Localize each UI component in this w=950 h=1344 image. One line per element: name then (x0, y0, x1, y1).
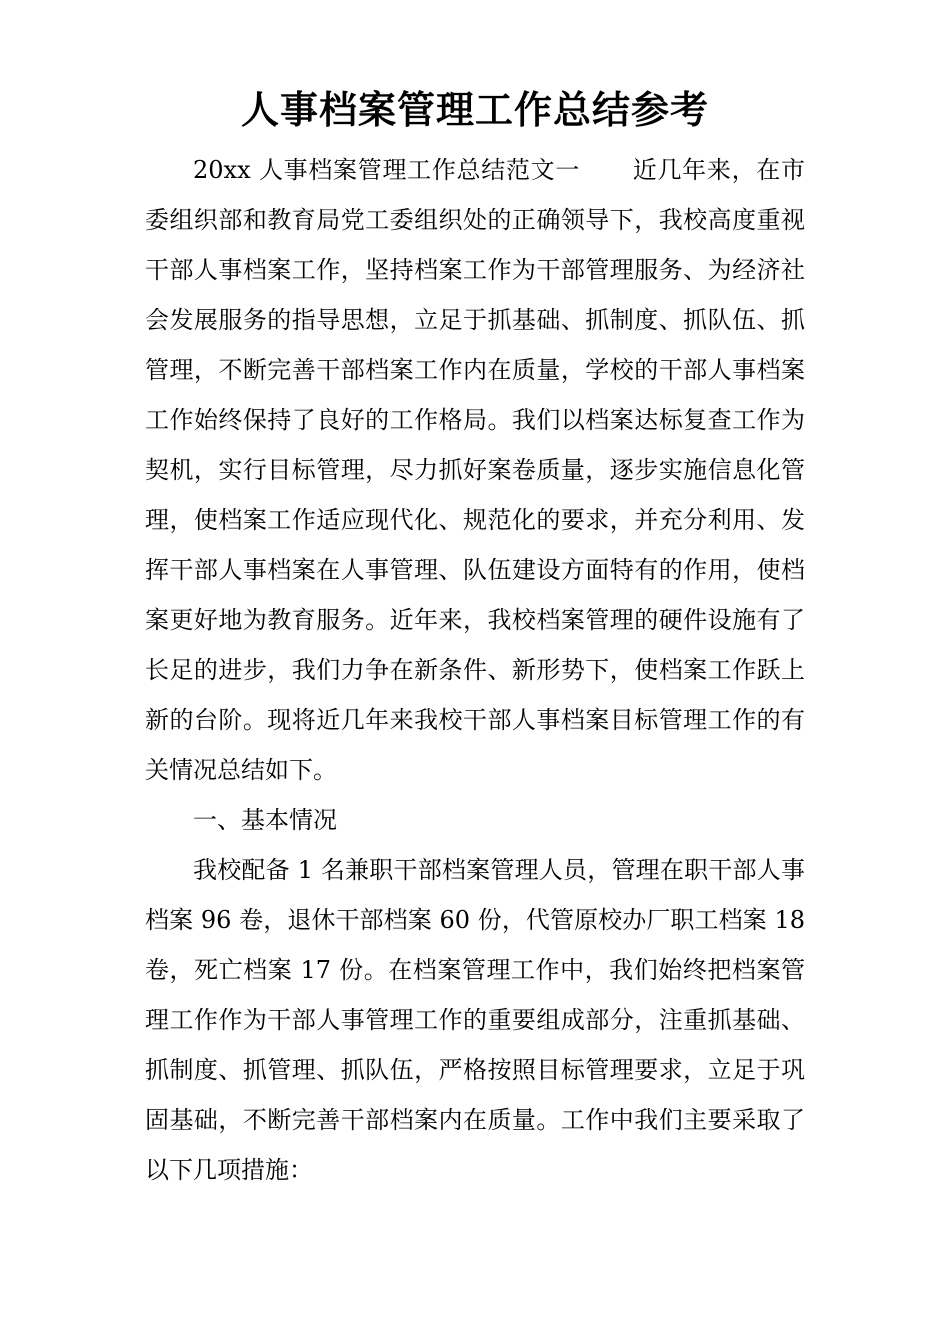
section-heading-basic-situation: 一、基本情况 (193, 806, 337, 834)
document-title: 人事档案管理工作总结参考 (240, 88, 709, 132)
document-body (145, 145, 805, 1195)
section-paragraph-basic-situation: 我校配备 1 名兼职干部档案管理人员，管理在职干部人事档案 96 卷，退休干部档案 60 份，代管原校办厂职工档案 18 卷，死亡档案 17 份。在档案管理工作中，我们始终把档案管理工作作为干部人事管理工作的重要组成部分，注重抓基础、抓制度、抓管理、抓队伍，严格按照目标管理要求，立足于巩固基础，不断完善干部档案内在质量。工作中我们主要采取了以下几项措施： (145, 856, 805, 1184)
intro-heading: 20xx 人事档案管理工作总结范文一 (193, 156, 581, 184)
intro-paragraph (145, 145, 805, 795)
intro-text: 近几年来，在市委组织部和教育局党工委组织处的正确领导下，我校高度重视干部人事档案工作，坚持档案工作为干部管理服务、为经济社会发展服务的指导思想，立足于抓基础、抓制度、抓队伍、抓管理，不断完善干部档案工作内在质量，学校的干部人事档案工作始终保持了良好的工作格局。我们以档案达标复查工作为契机，实行目标管理，尽力抓好案卷质量，逐步实施信息化管理，使档案工作适应现代化、规范化的要求，并充分利用、发挥干部人事档案在人事管理、队伍建设方面特有的作用，使档案更好地为教育服务。近年来，我校档案管理的硬件设施有了长足的进步，我们力争在新条件、新形势下，使档案工作跃上新的台阶。现将近几年来我校干部人事档案目标管理工作的有关情况总结如下。 (145, 156, 805, 784)
